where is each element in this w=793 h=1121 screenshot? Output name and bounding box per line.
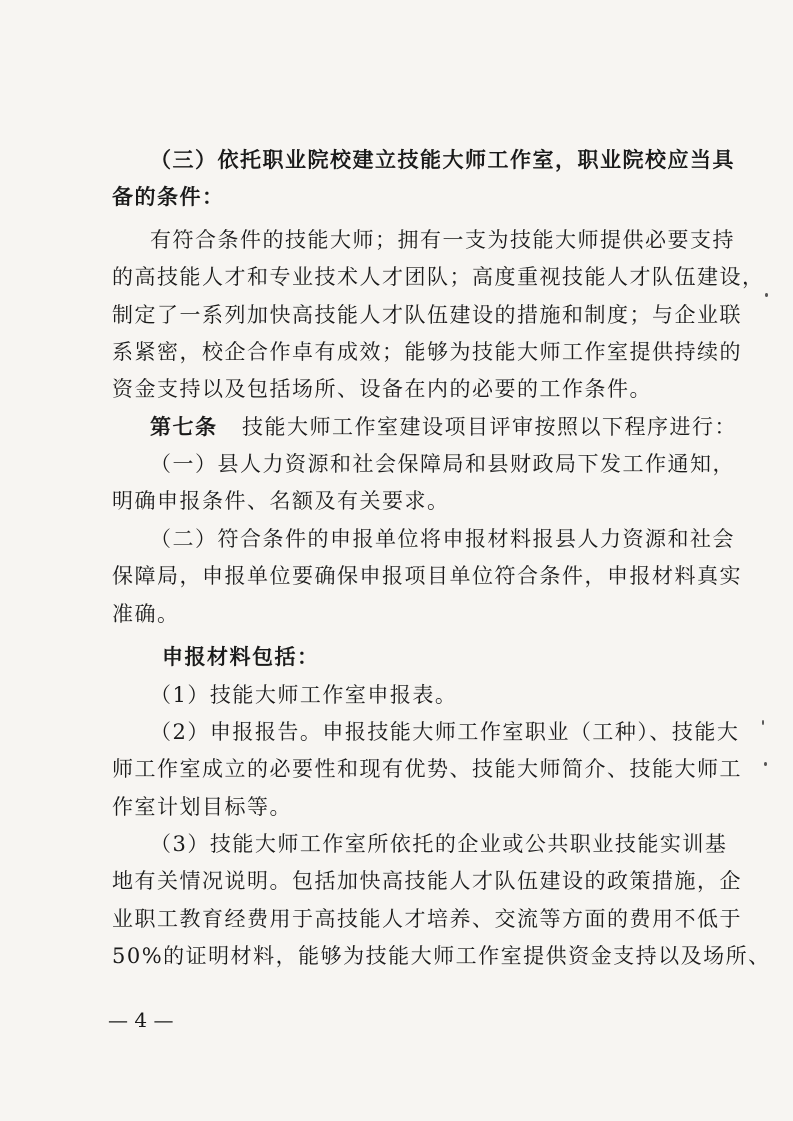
article-seven: [150, 413, 738, 441]
materials-heading: 申报材料包括：: [162, 644, 320, 669]
list-item: （1）技能大师工作室申报表。: [150, 683, 458, 707]
paragraph-line: 制定了一系列加快高技能人才队伍建设的措施和制度；与企业联: [112, 303, 742, 327]
paragraph-line: 系紧密，校企合作卓有成效；能够为技能大师工作室提供持续的: [112, 340, 742, 364]
page-number: — 4 —: [108, 1008, 174, 1032]
paragraph-line: 业职工教育经费用于高技能人才培养、交流等方面的费用不低于: [112, 907, 742, 931]
paragraph-line: 有符合条件的技能大师；拥有一支为技能大师提供必要支持: [150, 228, 735, 252]
paragraph-line: 地有关情况说明。包括加快高技能人才队伍建设的政策措施，企: [112, 869, 742, 893]
paragraph-line: 保障局，申报单位要确保申报项目单位符合条件，申报材料真实: [112, 564, 742, 588]
paragraph-line: 50%的证明材料，能够为技能大师工作室提供资金支持以及场所、: [112, 944, 771, 968]
paragraph-line: 明确申报条件、名额及有关要求。: [112, 489, 450, 513]
paragraph-line: （二）符合条件的申报单位将申报材料报县人力资源和社会: [150, 527, 735, 551]
list-item: （2）申报报告。申报技能大师工作室职业（工种）、技能大: [150, 720, 740, 744]
article-text: 技能大师工作室建设项目评审按照以下程序进行：: [242, 415, 738, 439]
list-item: （3）技能大师工作室所依托的企业或公共职业技能实训基: [150, 832, 728, 856]
scan-speck: [765, 293, 768, 297]
paragraph-line: 作室计划目标等。: [112, 795, 292, 819]
paragraph-line: 准确。: [112, 602, 180, 626]
scan-speck: [764, 762, 767, 766]
paragraph-line: （一）县人力资源和社会保障局和县财政局下发工作通知，: [150, 452, 735, 476]
paragraph-line: 师工作室成立的必要性和现有优势、技能大师简介、技能大师工: [112, 757, 742, 781]
scan-speck: [762, 720, 764, 725]
section-heading: （三）依托职业院校建立技能大师工作室，职业院校应当具: [150, 147, 735, 172]
paragraph-line: 资金支持以及包括场所、设备在内的必要的工作条件。: [112, 377, 652, 401]
paragraph-line: 的高技能人才和专业技术人才团队；高度重视技能人才队伍建设，: [112, 265, 765, 289]
article-label: 第七条: [150, 414, 218, 439]
section-heading-cont: 备的条件：: [112, 184, 225, 209]
